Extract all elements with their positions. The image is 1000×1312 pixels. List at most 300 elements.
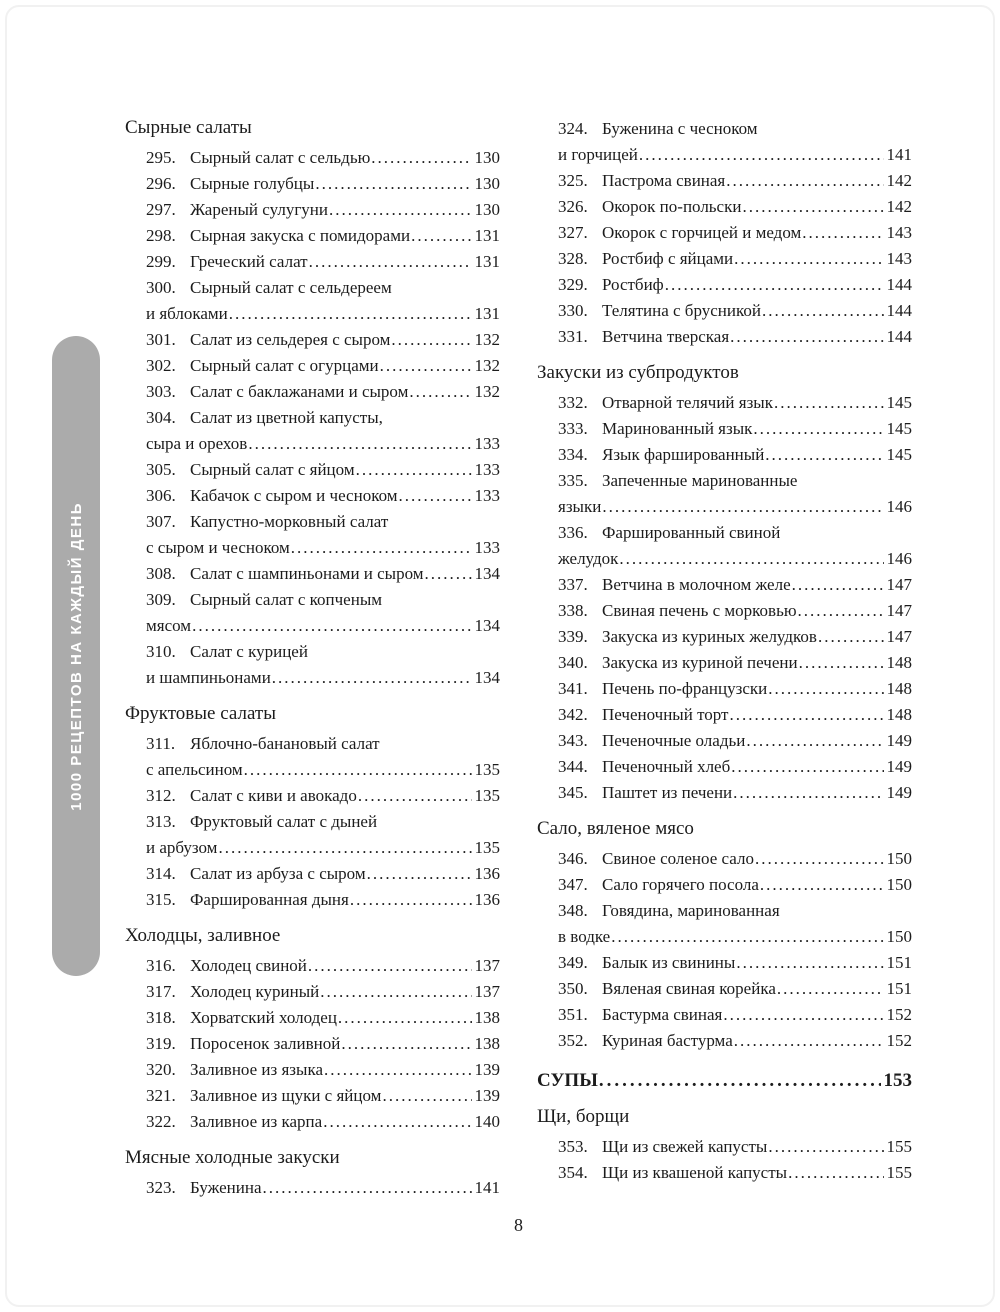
page-number-ref: 152	[886, 1005, 912, 1024]
toc-entry	[558, 220, 912, 246]
entry-number: 336.	[558, 523, 588, 542]
toc-entry	[146, 327, 500, 353]
page-number-ref: 149	[886, 731, 912, 750]
toc-entry	[146, 1083, 500, 1109]
page-number-ref: 149	[886, 783, 912, 802]
book-series-tab	[52, 336, 100, 976]
page-number-ref: 137	[474, 982, 500, 1001]
page-number-ref: 133	[474, 538, 500, 557]
dot-leader	[341, 1031, 471, 1057]
toc-entry-line	[146, 835, 500, 861]
dot-leader	[788, 1160, 883, 1186]
entry-title: Ветчина в молочном желе	[602, 575, 791, 594]
page-number-ref: 136	[474, 890, 500, 909]
toc-entry-line	[558, 272, 912, 298]
entry-title: Салат с шампиньонами и сыром	[190, 564, 424, 583]
entry-title: Сырный салат с яйцом	[190, 460, 355, 479]
toc-entry-line	[146, 1031, 500, 1057]
entry-title: Греческий салат	[190, 252, 308, 271]
page-number-ref: 155	[886, 1163, 912, 1182]
page-number-ref: 130	[474, 148, 500, 167]
dot-leader	[639, 142, 884, 168]
toc-entry-line	[558, 572, 912, 598]
toc-entry	[558, 598, 912, 624]
dot-leader	[734, 1028, 884, 1054]
page-number-ref: 146	[886, 549, 912, 568]
entry-number: 333.	[558, 419, 588, 438]
entry-title: Балык из свинины	[602, 953, 736, 972]
toc-entry	[146, 171, 500, 197]
toc-entry-line	[558, 442, 912, 468]
page-number-ref: 142	[886, 197, 912, 216]
toc-entry	[558, 1160, 912, 1186]
toc-entry	[146, 145, 500, 171]
page-number-ref: 141	[886, 145, 912, 164]
entry-title: Салат с баклажанами и сыром	[190, 382, 409, 401]
dot-leader	[382, 1083, 471, 1109]
page-number-ref: 138	[474, 1034, 500, 1053]
entry-number: 338.	[558, 601, 588, 620]
entry-title: в водке	[558, 927, 611, 946]
entry-title: Салат из цветной капусты,	[190, 408, 383, 427]
entry-title: Сало горячего посола	[602, 875, 759, 894]
toc-entry	[558, 572, 912, 598]
entry-title: Паштет из печени	[602, 783, 733, 802]
entry-number: 350.	[558, 979, 588, 998]
entry-title: Фаршированная дыня	[190, 890, 349, 909]
toc-entry-line	[146, 301, 500, 327]
entry-number: 345.	[558, 783, 588, 802]
entry-number: 352.	[558, 1031, 588, 1050]
page-number-ref: 130	[474, 200, 500, 219]
entry-title: Запеченные маринованные	[602, 471, 798, 490]
toc-entry-line	[558, 142, 912, 168]
toc-entry	[146, 1005, 500, 1031]
toc-entry-line	[146, 887, 500, 913]
toc-entry	[146, 1109, 500, 1135]
entry-number: 320.	[146, 1060, 176, 1079]
page-number-ref: 155	[886, 1137, 912, 1156]
entry-number: 330.	[558, 301, 588, 320]
dot-leader	[350, 887, 472, 913]
dot-leader	[338, 1005, 472, 1031]
page-number-ref: 133	[474, 486, 500, 505]
toc-entry	[558, 168, 912, 194]
dot-leader	[367, 861, 472, 887]
toc-entry-line	[558, 676, 912, 702]
toc-entry	[558, 246, 912, 272]
dot-leader	[792, 572, 884, 598]
page-number-ref: 134	[474, 564, 500, 583]
entry-title: Салат с киви и авокадо	[190, 786, 357, 805]
page-number-ref: 151	[886, 953, 912, 972]
entry-number: 339.	[558, 627, 588, 646]
toc-entry-line	[558, 468, 912, 494]
dot-leader	[818, 624, 884, 650]
toc-column-right	[537, 116, 912, 1201]
toc-entry	[558, 1028, 912, 1054]
dot-leader	[329, 197, 472, 223]
toc-entry-line	[146, 1005, 500, 1031]
entry-title: Хорватский холодец	[190, 1008, 337, 1027]
toc-entry-line	[146, 1083, 500, 1109]
entry-title: Салат из сельдерея с сыром	[190, 330, 391, 349]
entry-number: 341.	[558, 679, 588, 698]
toc-entry-line	[146, 1109, 500, 1135]
entry-title: языки	[558, 497, 602, 516]
page-number-ref: 139	[474, 1086, 500, 1105]
entry-number: 295.	[146, 148, 176, 167]
toc-entry-line	[146, 1057, 500, 1083]
dot-leader	[356, 457, 472, 483]
entry-title: Заливное из щуки с яйцом	[190, 1086, 382, 1105]
toc-entry-line	[146, 379, 500, 405]
entry-title: Заливное из карпа	[190, 1112, 323, 1131]
toc-entry	[558, 676, 912, 702]
dot-leader	[746, 728, 883, 754]
toc-entry-line	[146, 249, 500, 275]
page-number-ref: 131	[474, 226, 500, 245]
entry-number: 309.	[146, 590, 176, 609]
entry-title: с апельсином	[146, 760, 243, 779]
page-number-ref: 153	[883, 1070, 912, 1091]
dot-leader	[729, 702, 883, 728]
toc-entry	[146, 861, 500, 887]
entry-number: 300.	[146, 278, 176, 297]
dot-leader	[380, 353, 472, 379]
dot-leader	[192, 613, 471, 639]
toc-entry	[558, 272, 912, 298]
page-number-ref: 144	[886, 275, 912, 294]
page-number-ref: 148	[886, 653, 912, 672]
toc-entry	[146, 783, 500, 809]
entry-number: 346.	[558, 849, 588, 868]
toc-entry	[146, 509, 500, 561]
entry-number: 347.	[558, 875, 588, 894]
dot-leader	[742, 194, 883, 220]
toc-entry	[558, 624, 912, 650]
section-heading: Мясные холодные закуски	[125, 1147, 340, 1168]
entry-title: Бастурма свиная	[602, 1005, 723, 1024]
entry-title: Салат из арбуза с сыром	[190, 864, 366, 883]
dot-leader	[229, 301, 472, 327]
toc-entry	[146, 979, 500, 1005]
entry-number: 344.	[558, 757, 588, 776]
dot-leader	[244, 757, 472, 783]
dot-leader	[619, 546, 883, 572]
toc-entry	[558, 950, 912, 976]
page-number-ref: 149	[886, 757, 912, 776]
toc-entry	[558, 702, 912, 728]
toc-entry-line	[146, 327, 500, 353]
page-number-ref: 148	[886, 679, 912, 698]
entry-title: Фаршированный свиной	[602, 523, 781, 542]
entry-number: 319.	[146, 1034, 176, 1053]
toc-entry	[146, 587, 500, 639]
entry-number: 327.	[558, 223, 588, 242]
toc-entry	[146, 353, 500, 379]
entry-title: Закуска из куриных желудков	[602, 627, 817, 646]
entry-number: 323.	[146, 1178, 176, 1197]
page-number-ref: 141	[474, 1178, 500, 1197]
entry-title: Сырный салат с сельдереем	[190, 278, 392, 297]
toc-entry-line	[558, 976, 912, 1002]
toc-entry-line	[146, 639, 500, 665]
entry-title: Куриная бастурма	[602, 1031, 733, 1050]
page-number-ref: 143	[886, 223, 912, 242]
toc-entry	[146, 1057, 500, 1083]
toc-entry	[558, 976, 912, 1002]
toc-entry	[558, 390, 912, 416]
toc-entry	[558, 468, 912, 520]
toc-entry	[558, 1002, 912, 1028]
entry-number: 353.	[558, 1137, 588, 1156]
entry-number: 314.	[146, 864, 176, 883]
entry-title: Телятина с брусникой	[602, 301, 761, 320]
toc-entry-line	[558, 520, 912, 546]
part-heading-row	[537, 1067, 912, 1094]
toc-entry-line	[558, 650, 912, 676]
entry-number: 313.	[146, 812, 176, 831]
toc-entry-line	[558, 1160, 912, 1186]
entry-title: и арбузом	[146, 838, 218, 857]
dot-leader	[272, 665, 472, 691]
entry-title: Сырный салат с огурцами	[190, 356, 379, 375]
page-number-ref: 150	[886, 875, 912, 894]
toc-entry-line	[558, 924, 912, 950]
toc-entry-line	[558, 1028, 912, 1054]
entry-title: Маринованный язык	[602, 419, 753, 438]
dot-leader	[768, 1134, 883, 1160]
entry-number: 312.	[146, 786, 176, 805]
entry-number: 331.	[558, 327, 588, 346]
toc-entry-line	[558, 416, 912, 442]
dot-leader	[760, 872, 884, 898]
page-number-ref: 145	[886, 393, 912, 412]
dot-leader	[371, 145, 471, 171]
entry-number: 305.	[146, 460, 176, 479]
page-number-ref: 133	[474, 460, 500, 479]
dot-leader	[323, 1109, 471, 1135]
toc-column-left	[125, 116, 500, 1201]
toc-entry	[558, 650, 912, 676]
toc-entry-line	[558, 898, 912, 924]
entry-title: Холодец куриный	[190, 982, 320, 1001]
dot-leader	[733, 780, 883, 806]
toc-entry-line	[146, 353, 500, 379]
entry-number: 325.	[558, 171, 588, 190]
toc-entry	[558, 846, 912, 872]
page-number-ref: 144	[886, 301, 912, 320]
part-heading-label: СУПЫ	[537, 1070, 598, 1091]
toc-entry	[558, 872, 912, 898]
toc-entry-line	[146, 979, 500, 1005]
entry-title: Печень по-французски	[602, 679, 768, 698]
toc-entry	[558, 780, 912, 806]
toc-entry-line	[558, 324, 912, 350]
page-number-ref: 131	[474, 252, 500, 271]
toc-entry-line	[146, 587, 500, 613]
dot-leader	[777, 976, 884, 1002]
toc-entry-line	[146, 197, 500, 223]
entry-title: Буженина	[190, 1178, 262, 1197]
entry-title: Кабачок с сыром и чесноком	[190, 486, 398, 505]
dot-leader	[765, 442, 883, 468]
entry-title: Салат с курицей	[190, 642, 308, 661]
entry-title: Сырный салат с копченым	[190, 590, 383, 609]
toc-entry-line	[558, 598, 912, 624]
dot-leader	[665, 272, 884, 298]
toc-entry-line	[558, 728, 912, 754]
dot-leader	[411, 223, 471, 249]
page-number-ref: 135	[474, 786, 500, 805]
dot-leader	[218, 835, 471, 861]
entry-title: Холодец свиной	[190, 956, 307, 975]
toc-entry-line	[146, 431, 500, 457]
entry-number: 335.	[558, 471, 588, 490]
page-number-ref: 142	[886, 171, 912, 190]
entry-title: Закуска из куриной печени	[602, 653, 798, 672]
toc-entry	[146, 223, 500, 249]
page-number-ref: 134	[474, 616, 500, 635]
page-number-ref: 139	[474, 1060, 500, 1079]
dot-leader	[320, 979, 471, 1005]
dot-leader	[726, 168, 883, 194]
entry-number: 326.	[558, 197, 588, 216]
dot-leader	[399, 483, 472, 509]
entry-number: 329.	[558, 275, 588, 294]
dot-leader	[358, 783, 472, 809]
page-number-ref: 136	[474, 864, 500, 883]
toc-entry	[146, 197, 500, 223]
entry-number: 328.	[558, 249, 588, 268]
toc-entry-line	[558, 390, 912, 416]
page-number-ref: 138	[474, 1008, 500, 1027]
toc-entry-line	[146, 809, 500, 835]
section-heading: Сало, вяленое мясо	[537, 818, 694, 839]
entry-title: Сырные голубцы	[190, 174, 315, 193]
entry-title: Язык фаршированный	[602, 445, 765, 464]
entry-title: и горчицей	[558, 145, 638, 164]
dot-leader	[774, 390, 884, 416]
book-series-label: 1000 РЕЦЕПТОВ НА КАЖДЫЙ ДЕНЬ	[67, 501, 85, 811]
entry-title: и шампиньонами	[146, 668, 271, 687]
dot-leader	[736, 950, 883, 976]
section-heading: Фруктовые салаты	[125, 703, 276, 724]
entry-number: 324.	[558, 119, 588, 138]
dot-leader	[409, 379, 471, 405]
toc-entry	[146, 639, 500, 691]
toc-entry-line	[558, 298, 912, 324]
section-heading: Холодцы, заливное	[125, 925, 281, 946]
toc-entry-line	[146, 275, 500, 301]
entry-number: 303.	[146, 382, 176, 401]
entry-title: Печеночный торт	[602, 705, 729, 724]
toc-entry-line	[558, 872, 912, 898]
dot-leader	[391, 327, 471, 353]
toc-entry	[146, 731, 500, 783]
page-number-ref: 132	[474, 356, 500, 375]
section-heading: Сырные салаты	[125, 117, 252, 138]
toc-entry-line	[558, 116, 912, 142]
entry-title: Сырный салат с сельдью	[190, 148, 371, 167]
dot-leader	[723, 1002, 883, 1028]
dot-leader	[762, 298, 884, 324]
toc-entry-line	[146, 509, 500, 535]
entry-number: 310.	[146, 642, 176, 661]
dot-leader	[263, 1175, 472, 1201]
toc-entry	[558, 754, 912, 780]
entry-title: Сырная закуска с помидорами	[190, 226, 411, 245]
dot-leader	[731, 754, 883, 780]
entry-title: Ветчина тверская	[602, 327, 730, 346]
section-heading: Щи, борщи	[537, 1106, 630, 1127]
toc-entry	[558, 442, 912, 468]
entry-title: Ростбиф	[602, 275, 664, 294]
toc-entry-line	[558, 780, 912, 806]
entry-number: 322.	[146, 1112, 176, 1131]
page-number-ref: 145	[886, 445, 912, 464]
page-number-ref: 147	[886, 575, 912, 594]
page-number-ref: 145	[886, 419, 912, 438]
entry-number: 349.	[558, 953, 588, 972]
entry-number: 354.	[558, 1163, 588, 1182]
toc-entry-line	[558, 950, 912, 976]
toc-entry	[146, 1031, 500, 1057]
toc-entry	[146, 379, 500, 405]
toc-entry-line	[558, 494, 912, 520]
dot-leader	[291, 535, 472, 561]
toc-entry	[558, 324, 912, 350]
toc-entry-line	[146, 953, 500, 979]
entry-title: Фруктовый салат с дыней	[190, 812, 378, 831]
toc-entry	[146, 275, 500, 327]
toc-entry	[146, 953, 500, 979]
dot-leader	[599, 1067, 881, 1094]
toc-entry-line	[146, 757, 500, 783]
toc-entry-line	[558, 846, 912, 872]
toc-entry-line	[146, 171, 500, 197]
entry-title: Буженина с чесноком	[602, 119, 758, 138]
page-number-ref: 150	[886, 927, 912, 946]
dot-leader	[315, 171, 471, 197]
toc-entry-line	[146, 145, 500, 171]
entry-number: 342.	[558, 705, 588, 724]
toc-entry-line	[146, 731, 500, 757]
entry-number: 348.	[558, 901, 588, 920]
entry-number: 302.	[146, 356, 176, 375]
entry-number: 321.	[146, 1086, 176, 1105]
dot-leader	[755, 846, 884, 872]
entry-title: Вяленая свиная корейка	[602, 979, 776, 998]
toc-entry	[558, 1134, 912, 1160]
toc-entry-line	[558, 194, 912, 220]
toc-entry-line	[146, 535, 500, 561]
entry-number: 343.	[558, 731, 588, 750]
page-number-ref: 143	[886, 249, 912, 268]
entry-title: Пастрома свиная	[602, 171, 726, 190]
entry-number: 332.	[558, 393, 588, 412]
dot-leader	[768, 676, 883, 702]
toc-entry-line	[558, 1002, 912, 1028]
toc-entry	[146, 561, 500, 587]
page-number-ref: 152	[886, 1031, 912, 1050]
entry-number: 308.	[146, 564, 176, 583]
entry-number: 334.	[558, 445, 588, 464]
toc-entry-line	[558, 702, 912, 728]
toc-entry-line	[558, 546, 912, 572]
page-number-ref: 147	[886, 627, 912, 646]
